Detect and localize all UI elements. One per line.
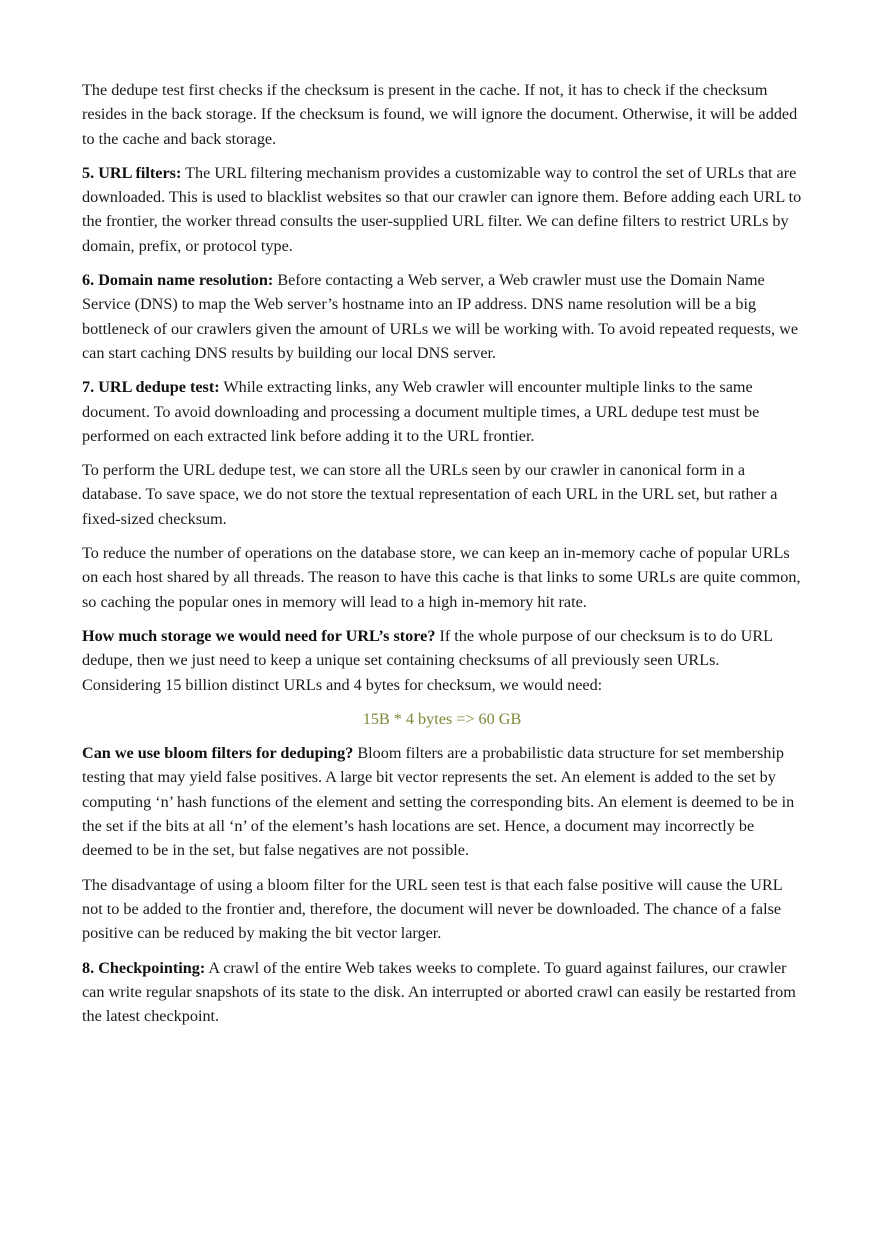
section-heading-url-dedupe-test: 7. URL dedupe test: — [82, 378, 220, 397]
paragraph-text: A crawl of the entire Web takes weeks to complete. To guard against failures, our crawler can write regular snapshots of its state to the disk. An interrupted or aborted crawl can easily be restarted from the latest checkpoint. — [82, 958, 796, 1026]
section-heading-url-filters: 5. URL filters: — [82, 163, 182, 182]
paragraph-url-dedupe-test — [82, 375, 802, 448]
paragraph-text: Before contacting a Web server, a Web crawler must use the Domain Name Service (DNS) to map the Web server’s hostname into an IP address. DNS name resolution will be a big bottleneck of our crawlers given the amount of URLs we will be working with. To avoid repeated requests, we can start caching DNS results by building our local DNS server. — [82, 271, 799, 362]
section-heading-storage: How much storage we would need for URL’s store? — [82, 626, 436, 645]
paragraph-checkpointing — [82, 956, 802, 1029]
paragraph-bloom-filters — [82, 741, 802, 862]
paragraph-text: To reduce the number of operations on the database store, we can keep an in-memory cache of popular URLs on each host shared by all threads. The reason to have this cache is that links to some URLs are quite common, so caching the popular ones in memory will lead to a high in-memory hit rate. — [82, 544, 801, 611]
paragraph-text: While extracting links, any Web crawler will encounter multiple links to the same document. To avoid downloading and processing a document multiple times, a URL dedupe test must be performed on each extracted link before adding it to the URL frontier. — [82, 378, 760, 445]
paragraph-text: The disadvantage of using a bloom filter for the URL seen test is that each false positive will cause the URL not to be added to the frontier and, therefore, the document will never be downloaded. The chance of a false positive can be reduced by making the bit vector larger. — [82, 875, 783, 943]
paragraph-text: The dedupe test first checks if the checksum is present in the cache. If not, it has to check if the checksum resides in the back storage. If the checksum is found, we will ignore the document. Otherwise, it will be added to the cache and back storage. — [82, 81, 798, 148]
paragraph-url-filters — [82, 161, 802, 258]
paragraph-text: To perform the URL dedupe test, we can store all the URLs seen by our crawler in canonical form in a database. To save space, we do not store the textual representation of each URL in the URL set, but rather a fixed-sized checksum. — [82, 461, 778, 528]
paragraph-bloom-disadvantage — [82, 873, 802, 946]
paragraph-in-memory-cache — [82, 541, 802, 614]
section-heading-dns-resolution: 6. Domain name resolution: — [82, 271, 274, 290]
paragraph-text: If the whole purpose of our checksum is to do URL dedupe, then we just need to keep a unique set containing checksums of all previously seen URLs. Considering 15 billion distinct URLs and 4 bytes for checksum, we would need: — [82, 626, 773, 694]
paragraph-text: Bloom filters are a probabilistic data structure for set membership testing that may yield false positives. A large bit vector represents the set. An element is added to the set by computing ‘n’ hash functions of the element and setting the corresponding bits. An element is deemed to be in the set if the bits at all ‘n’ of the element’s hash locations are set. Hence, a document may incorrectly be deemed to be in the set, but false negatives are not possible. — [82, 744, 795, 860]
paragraph-text: The URL filtering mechanism provides a customizable way to control the set of URLs that are downloaded. This is used to blacklist websites so that our crawler can ignore them. Before adding each URL to the frontier, the worker thread consults the user-supplied URL filter. We can define filters to restrict URLs by domain, prefix, or protocol type. — [82, 163, 802, 255]
paragraph-storage-estimate — [82, 624, 802, 697]
document-page — [82, 78, 802, 1038]
paragraph-dedupe-check — [82, 78, 802, 151]
paragraph-dns-resolution — [82, 268, 802, 365]
paragraph-canonical-form — [82, 458, 802, 531]
storage-formula: 15B * 4 bytes => 60 GB — [362, 709, 522, 728]
section-heading-checkpointing: 8. Checkpointing: — [82, 958, 206, 977]
section-heading-bloom-filters: Can we use bloom filters for deduping? — [82, 744, 354, 763]
